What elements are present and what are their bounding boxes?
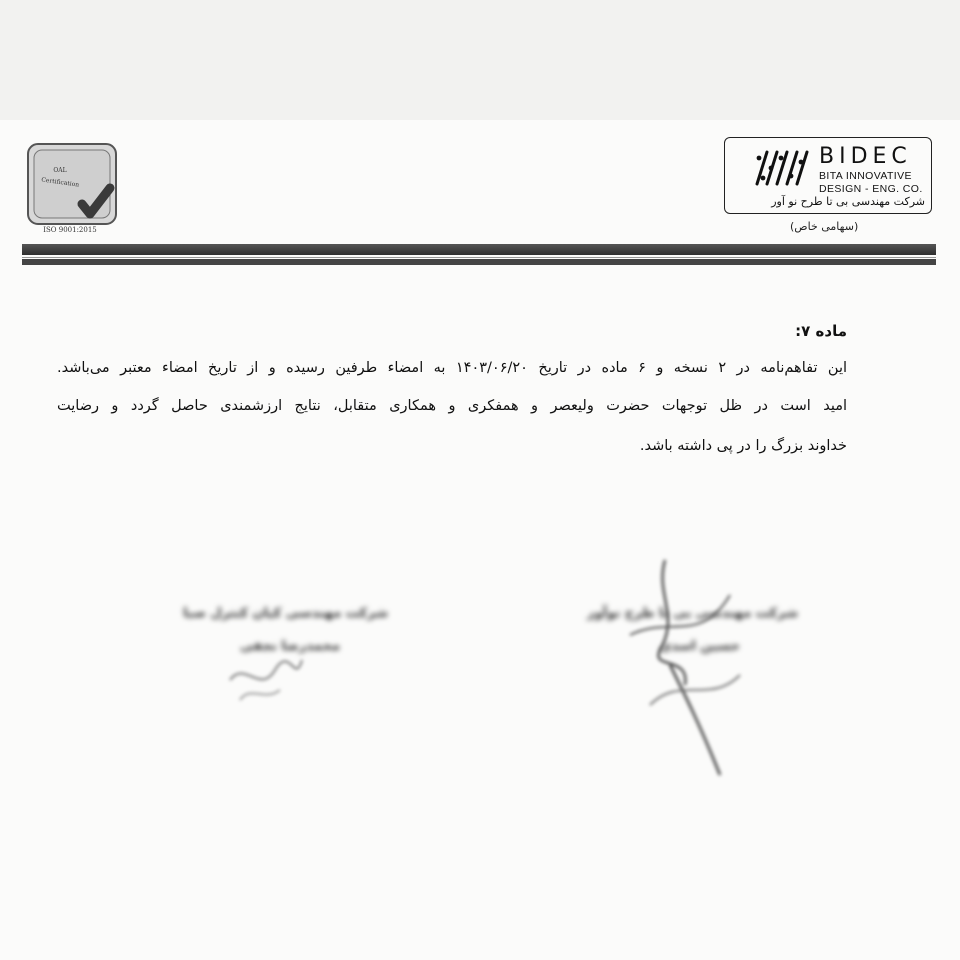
handwritten-signature-left	[220, 640, 310, 710]
certification-check-icon	[24, 140, 120, 236]
cert-top-text: OAL	[53, 167, 67, 174]
company-logo	[724, 137, 932, 214]
company-logo-name: BIDEC	[819, 144, 912, 169]
article-heading: ماده ۷:	[795, 322, 847, 340]
bidec-slashes-icon	[751, 148, 811, 188]
paragraph-line-3: خداوند بزرگ را در پی داشته باشد.	[639, 438, 847, 454]
company-logo-subtitle-1: BITA INNOVATIVE	[819, 170, 912, 182]
handwritten-signature-right	[610, 555, 750, 785]
iso-certification-seal	[24, 140, 120, 236]
company-persian-name: شرکت مهندسی بی تا طرح نو آور	[771, 195, 925, 208]
header-rule-thick	[22, 244, 936, 255]
cert-bottom-text: ISO 9001:2015	[43, 226, 97, 234]
signatory-company-left: شرکت مهندسی کیان کنترل صبا	[183, 606, 388, 621]
company-logo-subtitle-2: DESIGN - ENG. CO.	[819, 183, 923, 195]
header-rule-thin	[22, 257, 936, 258]
signatory-name-left: محمدرضا نجفی	[240, 639, 340, 654]
signatory-company-right: شرکت مهندسی بی تا طرح نوآور	[587, 606, 798, 621]
cert-middle-text: Certification	[40, 176, 80, 189]
signatory-name-right: حسین اسدی	[659, 639, 740, 654]
paragraph-line-2: امید است در ظل توجهات حضرت ولیعصر و همفکری و همکاری متقابل، نتایج ارزشمندی حاصل گردد و رضایت	[57, 398, 847, 414]
paragraph-line-1: این تفاهم‌نامه در ۲ نسخه و ۶ ماده در تاریخ ۱۴۰۳/۰۶/۲۰ به امضاء طرفین رسیده و از تاریخ امضاء معتبر می‌باشد.	[57, 360, 848, 376]
company-type: (سهامی خاص)	[790, 220, 859, 233]
header-rule-lower	[22, 259, 936, 265]
